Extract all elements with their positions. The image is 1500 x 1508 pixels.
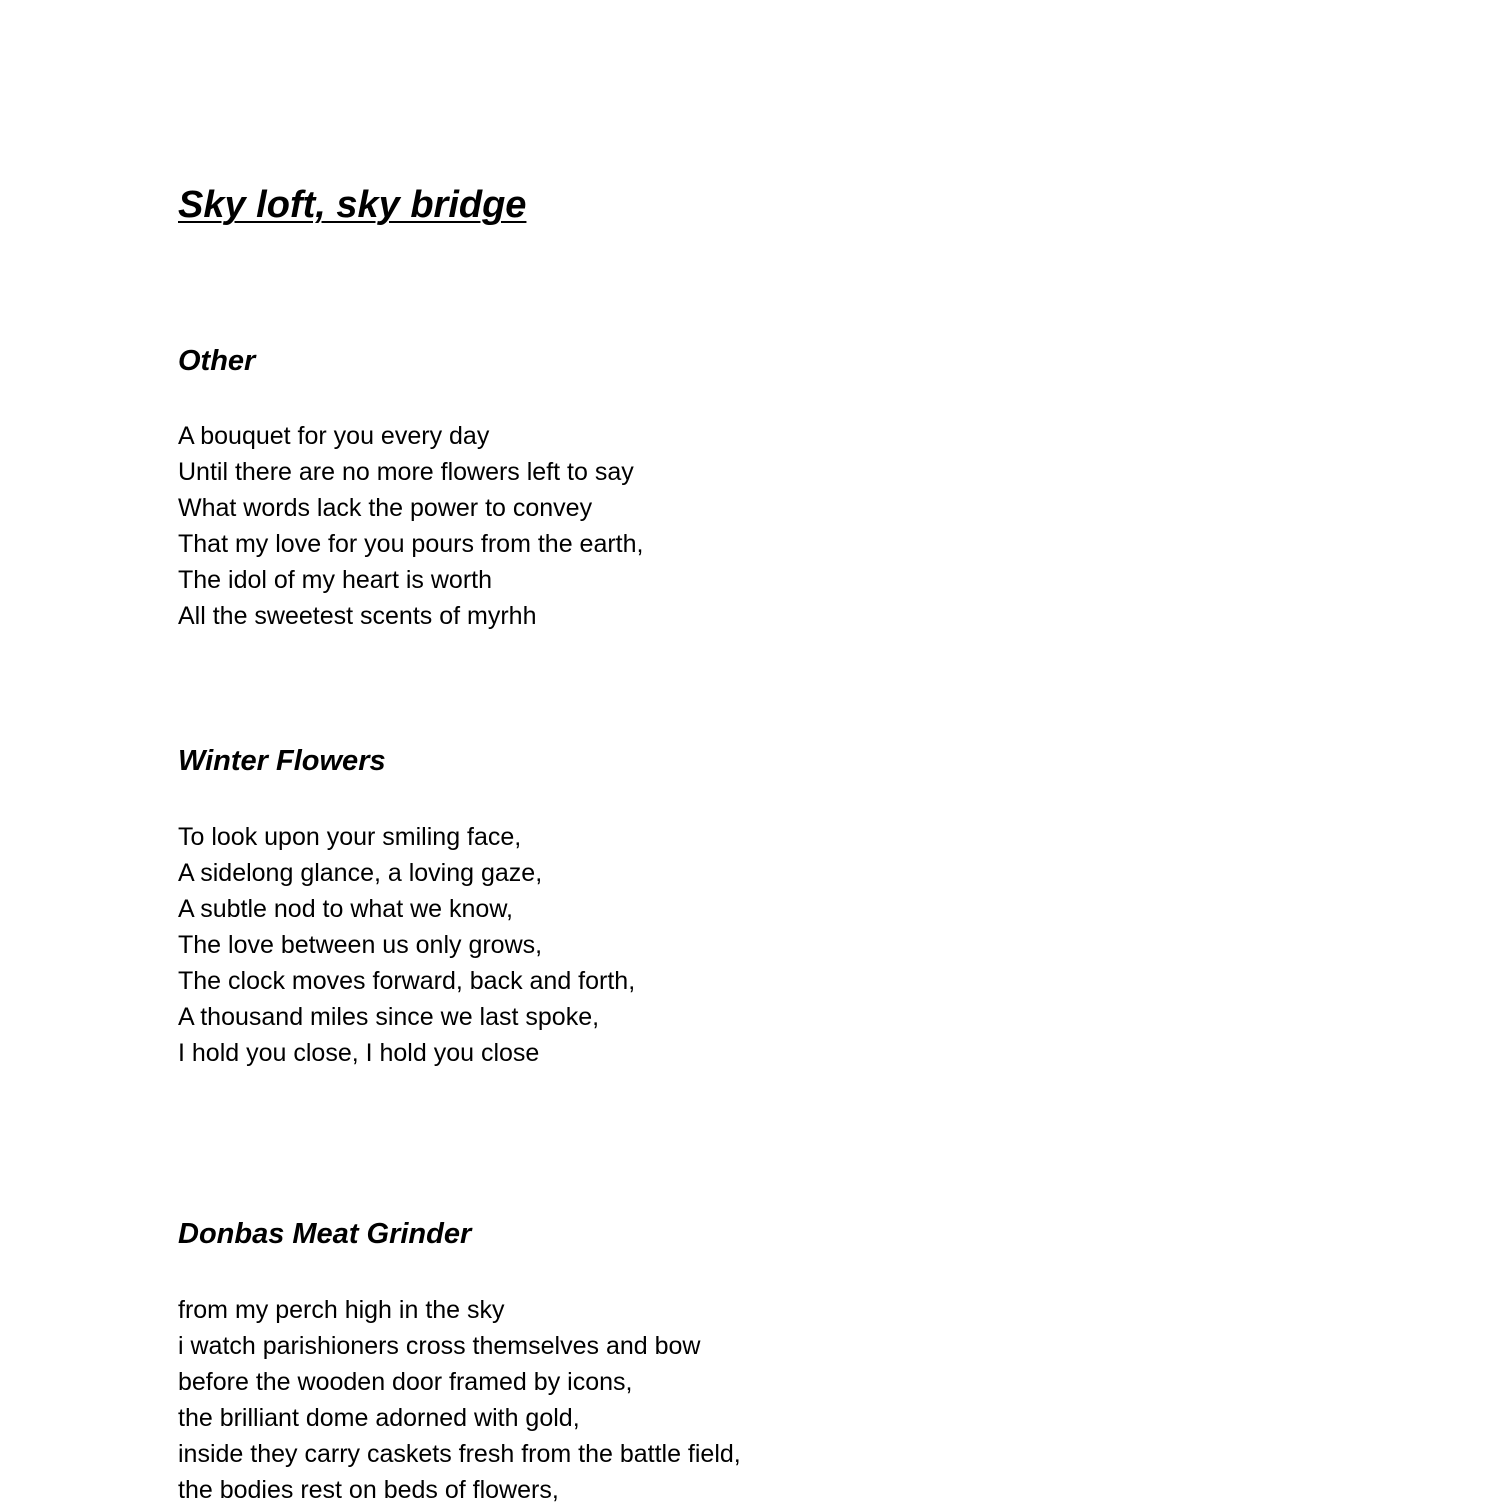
poem-title-other: Other — [178, 345, 256, 377]
poem-line: A thousand miles since we last spoke, — [178, 1003, 600, 1031]
poem-line: the brilliant dome adorned with gold, — [178, 1404, 580, 1432]
poem-line: the bodies rest on beds of flowers, — [178, 1476, 559, 1504]
poem-line: That my love for you pours from the earth, — [178, 530, 644, 558]
poem-line: What words lack the power to convey — [178, 494, 593, 522]
poem-line: from my perch high in the sky — [178, 1296, 505, 1324]
poem-line: Until there are no more flowers left to say — [178, 458, 634, 486]
poem-body-other — [178, 418, 643, 634]
poem-line: The idol of my heart is worth — [178, 566, 493, 594]
poem-line: inside they carry caskets fresh from the battle field, — [178, 1440, 741, 1468]
poem-line: The love between us only grows, — [178, 931, 543, 959]
poem-line: before the wooden door framed by icons, — [178, 1368, 633, 1396]
poem-line: The clock moves forward, back and forth, — [178, 967, 636, 995]
poem-line: A bouquet for you every day — [178, 422, 490, 450]
poem-body-winter-flowers — [178, 819, 635, 1071]
poem-line: A subtle nod to what we know, — [178, 895, 513, 923]
poem-line: i watch parishioners cross themselves and bow — [178, 1332, 701, 1360]
poem-line: A sidelong glance, a loving gaze, — [178, 859, 543, 887]
poem-line: I hold you close, I hold you close — [178, 1039, 540, 1067]
poem-line: To look upon your smiling face, — [178, 823, 522, 851]
poem-line: All the sweetest scents of myrhh — [178, 602, 537, 630]
poem-body-donbas-meat-grinder — [178, 1292, 741, 1508]
poem-title-donbas-meat-grinder: Donbas Meat Grinder — [178, 1218, 472, 1250]
document-title: Sky loft, sky bridge — [178, 184, 527, 226]
poem-title-winter-flowers: Winter Flowers — [178, 745, 386, 777]
